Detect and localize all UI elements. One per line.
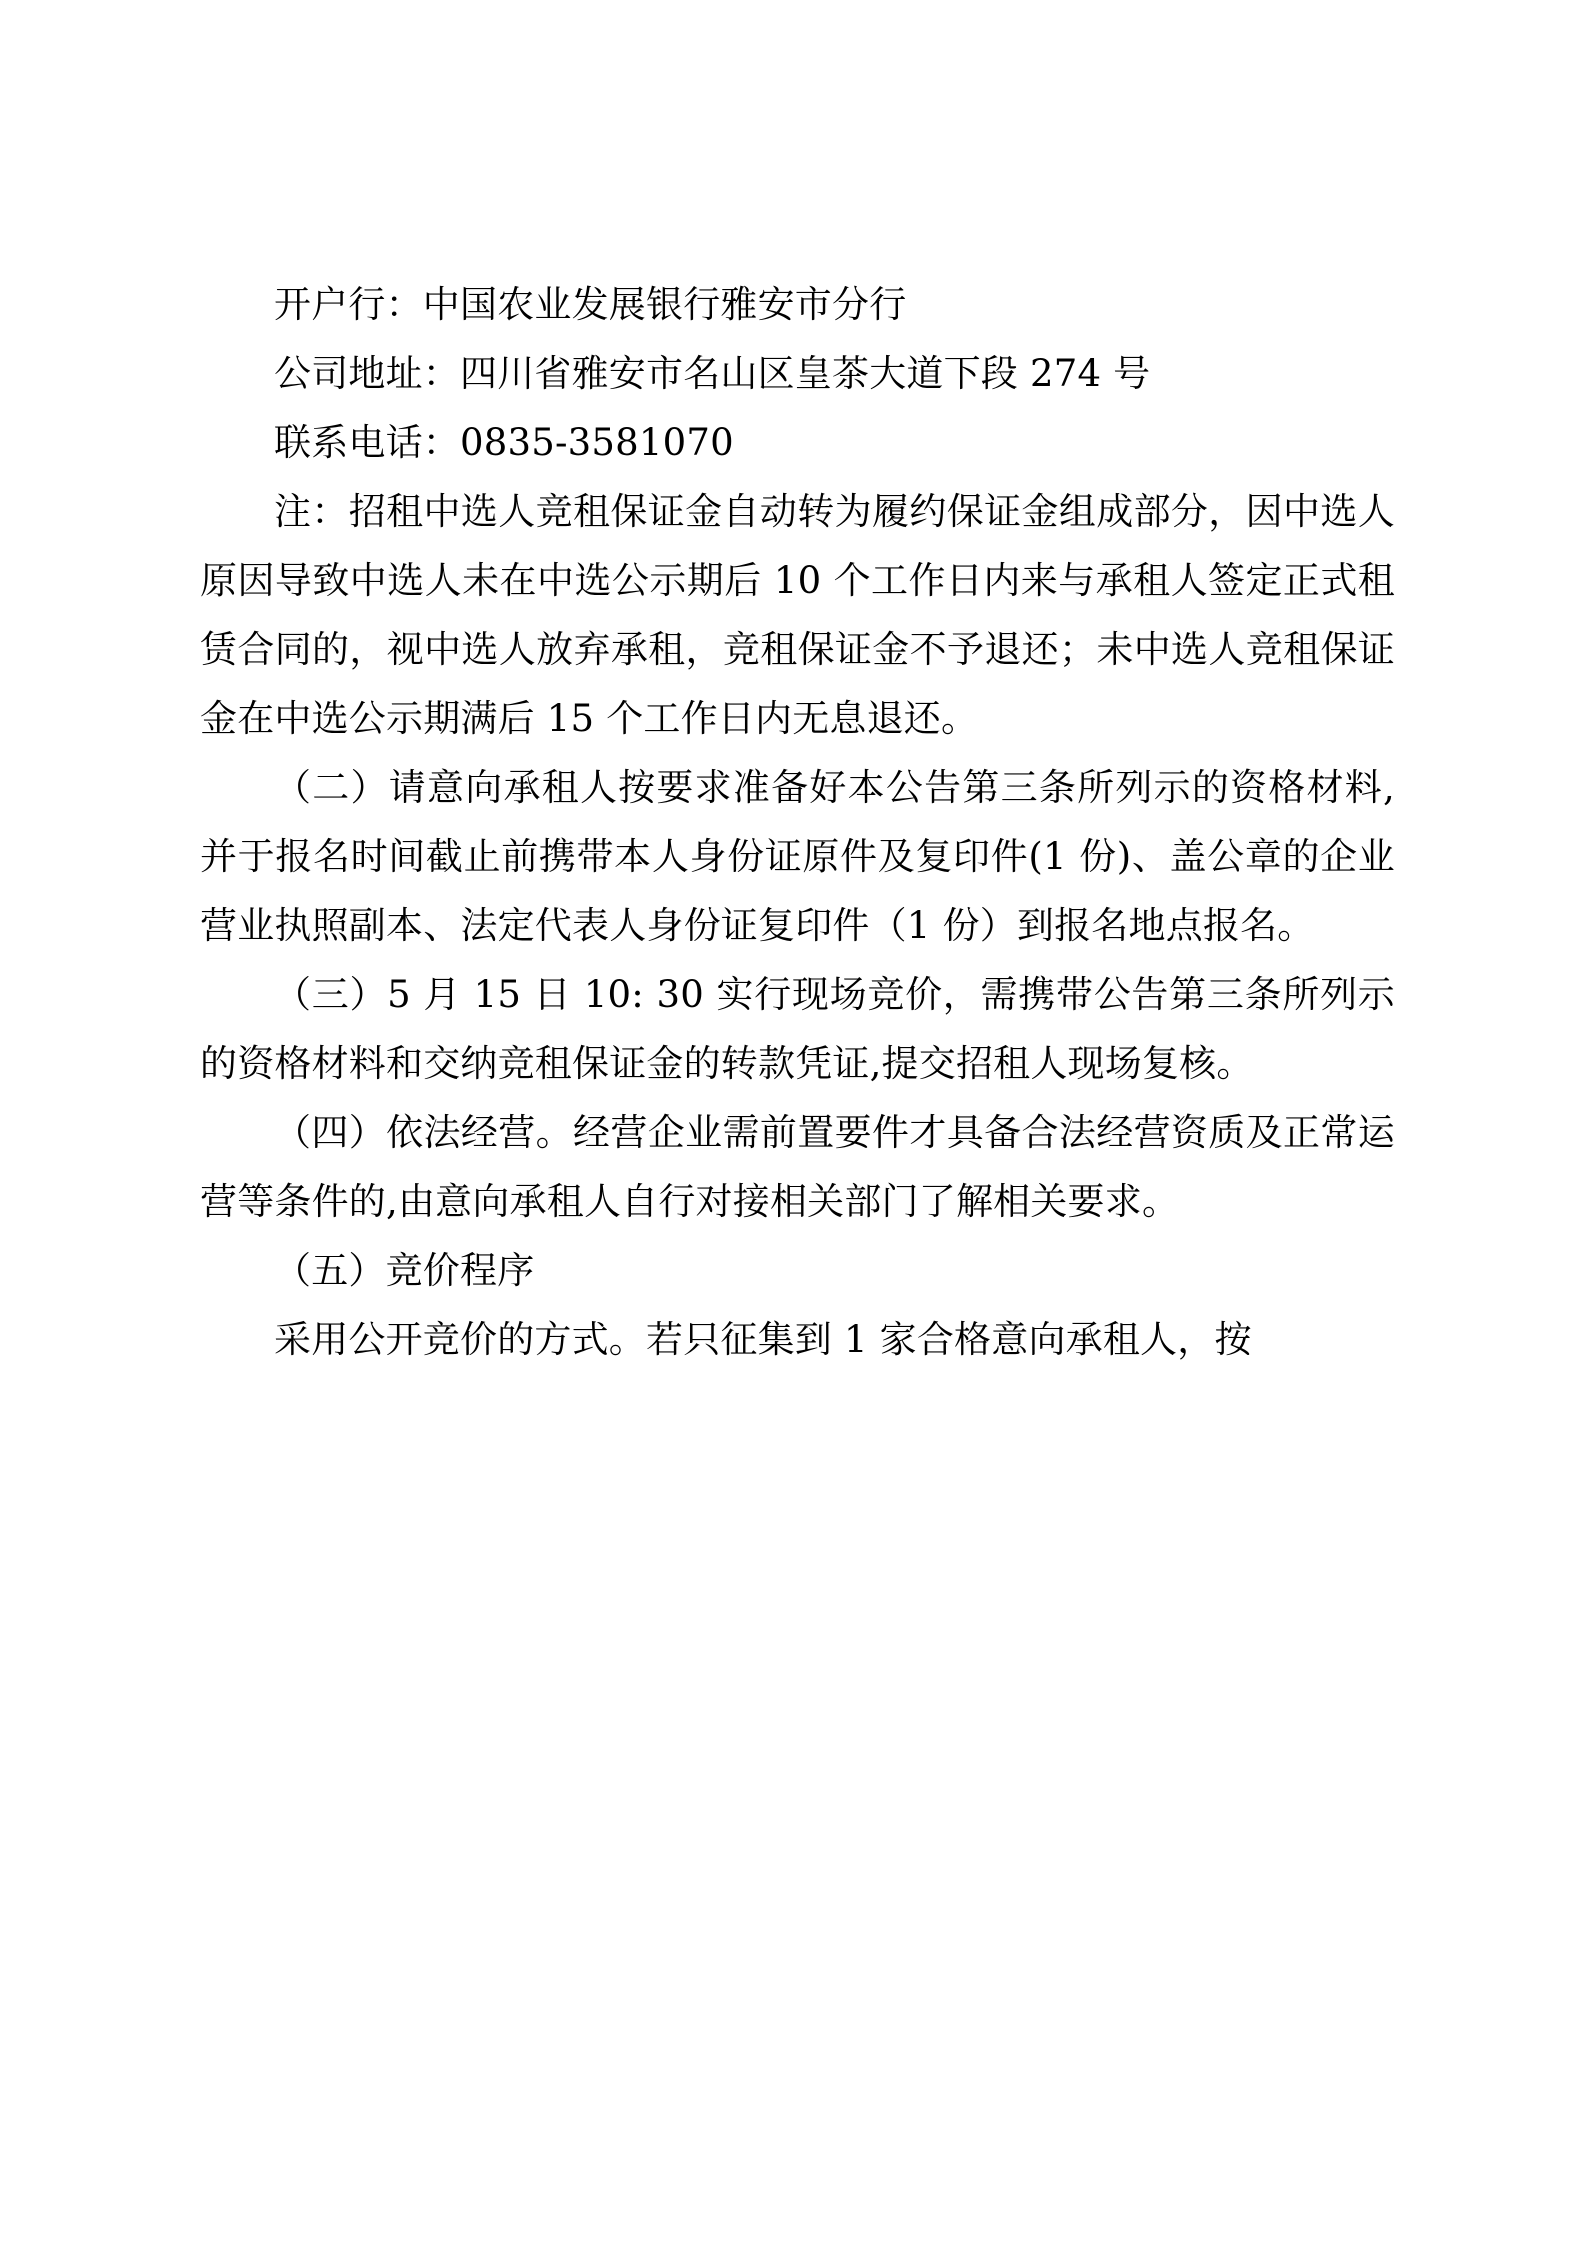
item-two-paragraph: （二）请意向承租人按要求准备好本公告第三条所列示的资格材料,并于报名时间截止前携带本人身份证原件及复印件(1 份)、盖公章的企业营业执照副本、法定代表人身份证复印件（1 份）到报名地点报名。 xyxy=(200,766,1395,947)
document-body xyxy=(200,270,1395,1374)
item-three-paragraph: （三）5 月 15 日 10: 30 实行现场竞价，需携带公告第三条所列示的资格材料和交纳竞租保证金的转款凭证,提交招租人现场复核。 xyxy=(200,973,1395,1085)
company-address-line: 公司地址：四川省雅安市名山区皇茶大道下段 274 号 xyxy=(274,352,1151,395)
bank-account-line: 开户行：中国农业发展银行雅安市分行 xyxy=(274,283,907,326)
item-five-body-paragraph: 采用公开竞价的方式。若只征集到 1 家合格意向承租人，按 xyxy=(274,1318,1252,1361)
note-paragraph: 注：招租中选人竞租保证金自动转为履约保证金组成部分，因中选人原因导致中选人未在中选公示期后 10 个工作日内来与承租人签定正式租赁合同的，视中选人放弃承租，竞租保证金不予退还；未中选人竞租保证金在中选公示期满后 15 个工作日内无息退还。 xyxy=(200,490,1395,740)
contact-phone-line: 联系电话：0835-3581070 xyxy=(274,421,734,464)
item-five-title: （五）竞价程序 xyxy=(274,1249,535,1292)
item-four-paragraph: （四）依法经营。经营企业需前置要件才具备合法经营资质及正常运营等条件的,由意向承租人自行对接相关部门了解相关要求。 xyxy=(200,1111,1395,1223)
